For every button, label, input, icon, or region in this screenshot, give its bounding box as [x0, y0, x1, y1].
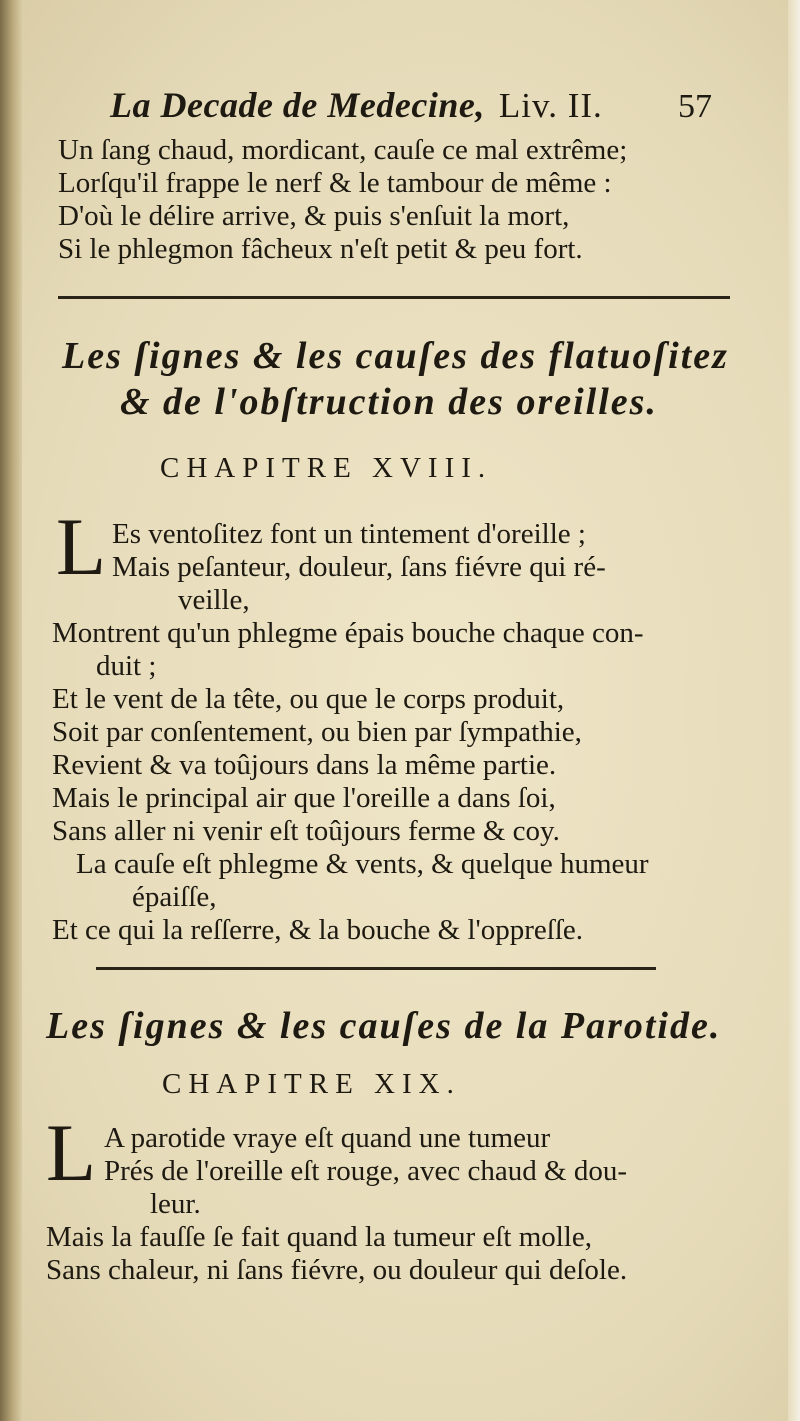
page-number: 57 [678, 88, 712, 125]
running-header [110, 82, 720, 128]
verse-line: A parotide vraye eſt quand une tumeur [104, 1122, 551, 1154]
verse-line: Et ce qui la reſſerre, & la bouche & l'oppreſſe. [52, 914, 584, 946]
verse-line: Un ſang chaud, mordicant, cauſe ce mal extrême; [58, 134, 628, 166]
verse-line: Soit par conſentement, ou bien par ſympathie, [52, 716, 582, 748]
verse-line: Si le phlegmon fâcheux n'eſt petit & peu fort. [58, 233, 583, 265]
chapter-18-title-line-2: & de l'obſtruction des oreilles. [120, 381, 658, 423]
verse-line: leur. [150, 1188, 201, 1220]
verse-line: Mais peſanteur, douleur, ſans fiévre qui ré- [112, 551, 606, 583]
page-binding-shadow [0, 0, 22, 1421]
chapter-18-title-line-1: Les ſignes & les cauſes des flatuoſitez [62, 335, 729, 377]
verse-line: Mais la fauſſe ſe fait quand la tumeur eſt molle, [46, 1221, 592, 1253]
chapter-18-label: CHAPITRE XVIII. [160, 452, 493, 484]
verse-line: Lorſqu'il frappe le nerf & le tambour de même : [58, 167, 612, 199]
verse-line: Et le vent de la tête, ou que le corps produit, [52, 683, 565, 715]
verse-line: Es ventoſitez font un tintement d'oreille ; [112, 518, 586, 550]
chapter-18-drop-cap: L [56, 501, 107, 592]
verse-line: Revient & va toûjours dans la même partie. [52, 749, 557, 781]
verse-line: La cauſe eſt phlegme & vents, & quelque humeur [76, 848, 649, 880]
chapter-19-drop-cap: L [46, 1107, 97, 1198]
verse-line: Prés de l'oreille eſt rouge, avec chaud & dou- [104, 1155, 628, 1187]
section-divider [96, 967, 656, 970]
chapter-19-label: CHAPITRE XIX. [162, 1068, 461, 1100]
verse-line: Montrent qu'un phlegme épais bouche chaque con- [52, 617, 644, 649]
book-number: Liv. II. [498, 86, 603, 125]
verse-line: Sans aller ni venir eſt toûjours ferme & coy. [52, 815, 560, 847]
verse-line: Sans chaleur, ni ſans fiévre, ou douleur qui deſole. [46, 1254, 628, 1286]
section-divider [58, 296, 730, 299]
chapter-19-title: Les ſignes & les cauſes de la Parotide. [46, 1005, 722, 1047]
verse-line: Mais le principal air que l'oreille a dans ſoi, [52, 782, 556, 814]
verse-line: D'où le délire arrive, & puis s'enſuit la mort, [58, 200, 570, 232]
running-title: La Decade de Medecine, [110, 85, 485, 125]
verse-line: duit ; [96, 650, 157, 682]
verse-line: veille, [178, 584, 250, 616]
verse-line: épaiſſe, [132, 881, 217, 913]
